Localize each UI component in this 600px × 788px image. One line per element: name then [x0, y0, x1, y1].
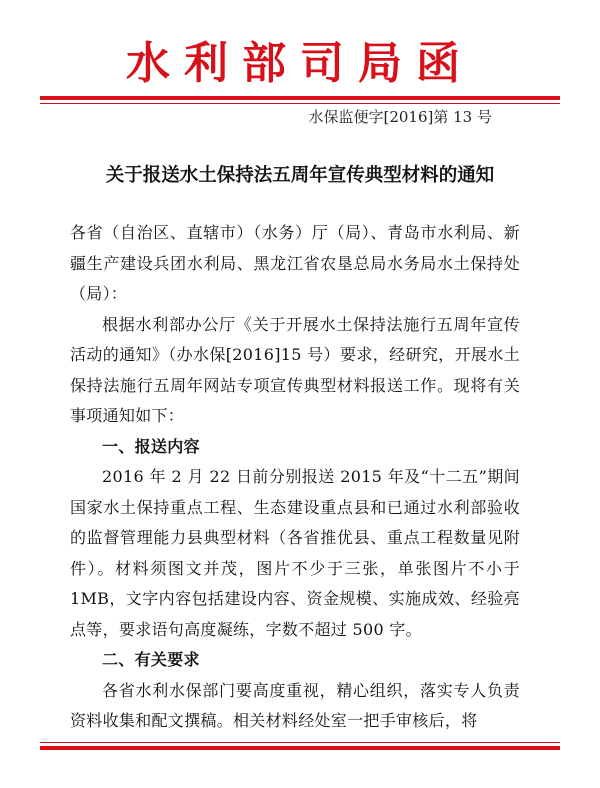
- document-number: 水保监便字[2016]第 13 号: [308, 108, 492, 126]
- section-heading-content: 一、报送内容: [102, 436, 200, 456]
- footer-divider-thin: [40, 742, 560, 743]
- header-divider-thick: [40, 96, 560, 100]
- section-paragraph-requirements: 各省水利水保部门要高度重视，精心组织，落实专人负责资料收集和配文撰稿。相关材料经处室一把手审核后，将: [70, 680, 520, 730]
- addressee: 各省（自治区、直辖市）（水务）厅（局）、青岛市水利局、新疆生产建设兵团水利局、黑龙江省农垦总局水务局水土保持处（局）：: [70, 223, 520, 303]
- header-divider-thin: [40, 103, 560, 104]
- intro-paragraph: 根据水利部办公厅《关于开展水土保持法施行五周年宣传活动的通知》（办水保[2016]15 号）要求，经研究，开展水土保持法施行五周年网站专项宣传典型材料报送工作。现将有关事项通知如下：: [70, 314, 520, 425]
- section-heading-requirements: 二、有关要求: [102, 650, 200, 669]
- footer-divider-thick: [40, 746, 560, 750]
- section-paragraph-content: 2016 年 2 月 22 日前分别报送 2015 年及“十二五”期间国家水土保持重点工程、生态建设重点县和已通过水利部验收的监督管理能力县典型材料（各省推优县、重点工程数量见附件）。材料须图文并茂，图片不少于三张，单张图片不小于 1MB，文字内容包括建设内容、资金规模、实施成效、经验亮点等，要求语句高度凝练，字数不超过 500 字。: [70, 467, 520, 639]
- masthead-title: 水利部司局函: [126, 38, 474, 89]
- document-title: 关于报送水土保持法五周年宣传典型材料的通知: [105, 165, 495, 186]
- document-body: [70, 218, 520, 737]
